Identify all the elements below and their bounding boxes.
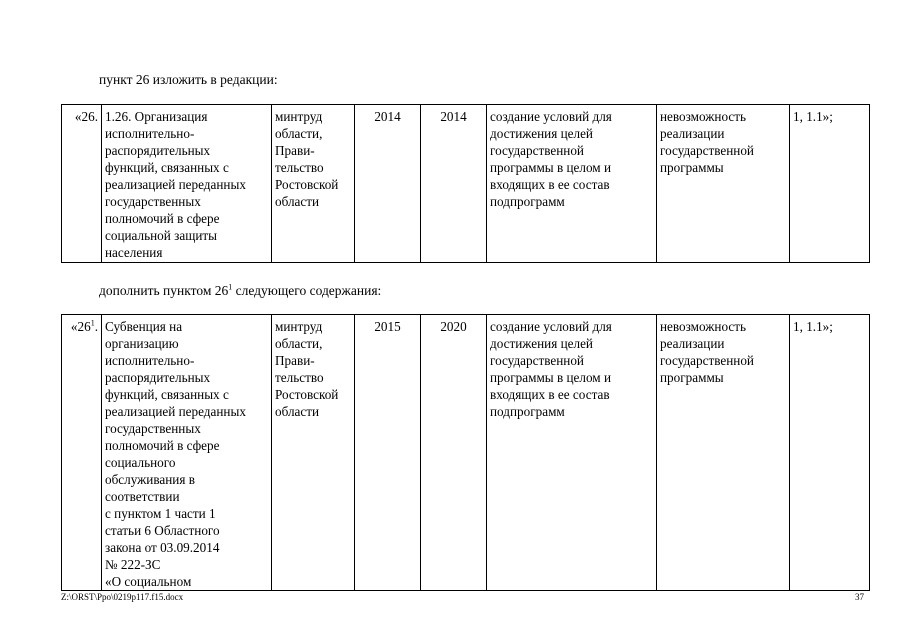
item-consequence: невозможность реализации государственной программы <box>657 105 790 263</box>
intro-paragraph-2 <box>99 283 381 299</box>
item-number-tail: . <box>94 319 98 334</box>
item-number-text: «26 <box>70 319 91 334</box>
item-consequence: невозможность реализации государственной программы <box>657 315 790 591</box>
item-executor: минтруд области, Прави- тельство Ростовской области <box>272 105 355 263</box>
table-row <box>62 105 870 263</box>
item-indicators: 1, 1.1»; <box>790 315 870 591</box>
table-item-26 <box>61 104 870 263</box>
item-start-year: 2014 <box>355 105 421 263</box>
item-indicators: 1, 1.1»; <box>790 105 870 263</box>
item-name: 1.26. Организация исполнительно- распорядительных функций, связанных с реализацией переданных государственных полномочий в сфере социальной защиты населения <box>102 105 272 263</box>
item-number <box>62 315 102 591</box>
item-number: «26. <box>62 105 102 263</box>
intro-paragraph-1: пункт 26 изложить в редакции: <box>99 72 278 87</box>
superscript-mark: 1 <box>90 318 95 328</box>
table-item-26-1 <box>61 314 870 591</box>
item-result: создание условий для достижения целей государственной программы в целом и входящих в ее состав подпрограмм <box>487 105 657 263</box>
item-start-year: 2015 <box>355 315 421 591</box>
item-end-year: 2014 <box>421 105 487 263</box>
item-result: создание условий для достижения целей государственной программы в целом и входящих в ее состав подпрограмм <box>487 315 657 591</box>
footer-page-number: 37 <box>855 592 864 602</box>
intro2-text-tail: следующего содержания: <box>232 283 382 298</box>
item-executor: минтруд области, Прави- тельство Ростовской области <box>272 315 355 591</box>
superscript-mark: 1 <box>228 282 233 292</box>
item-name: Субвенция на организацию исполнительно- распорядительных функций, связанных с реализацией переданных государственных полномочий в сфере социального обслуживания в соответствии с пунктом 1 части 1 статьи 6 Областного закона от 03.09.2014 № 222-ЗС «О социальном <box>102 315 272 591</box>
footer-file-path: Z:\ORST\Ppo\0219p117.f15.docx <box>61 592 184 602</box>
table-row <box>62 315 870 591</box>
intro2-text: дополнить пунктом 26 <box>99 283 229 298</box>
item-end-year: 2020 <box>421 315 487 591</box>
